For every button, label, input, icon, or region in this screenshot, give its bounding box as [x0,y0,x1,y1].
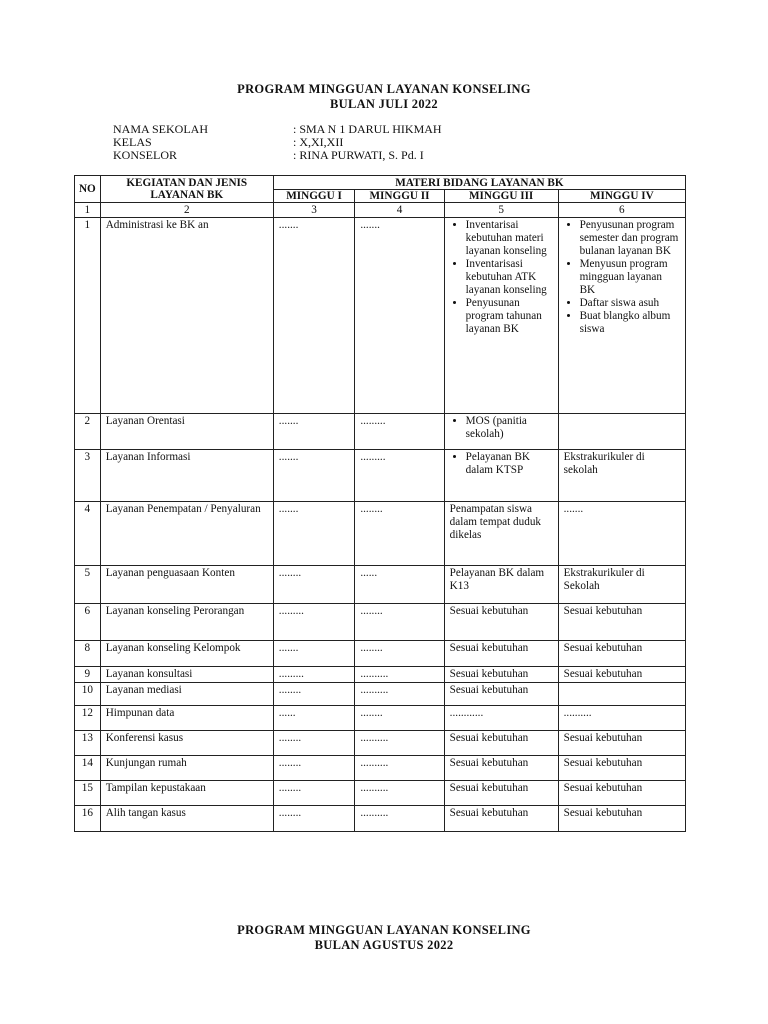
table-row [75,667,686,683]
row-week-1: ........ [273,806,355,832]
header-no: NO [75,176,101,203]
list-item: • Inventarisasi kebutuhan ATK layanan konseling [466,258,553,297]
row-week-2: ......... [355,450,444,502]
info-value: : SMA N 1 DARUL HIKMAH [293,122,442,136]
row-week-3: Sesuai kebutuhan [444,806,558,832]
row-week-1: ....... [273,450,355,502]
list-item: • Penyusunan program semester dan program bulanan layanan BK [580,219,680,258]
column-number: 4 [355,203,444,218]
table-row [75,756,686,781]
row-week-1: ....... [273,502,355,566]
row-week-2: .......... [355,781,444,806]
row-week-2: .......... [355,683,444,706]
info-value: : X,XI,XII [293,135,344,149]
row-number: 3 [75,450,101,502]
row-week-1: ....... [273,414,355,450]
info-label: KELAS [113,135,152,149]
row-week-1: ........ [273,756,355,781]
row-week-2: ........ [355,604,444,641]
row-week-4: .......... [558,706,685,731]
row-week-1: ......... [273,604,355,641]
row-week-3: Penampatan siswa dalam tempat duduk dikelas [444,502,558,566]
row-week-3: Sesuai kebutuhan [444,781,558,806]
row-week-1: ......... [273,667,355,683]
column-number: 6 [558,203,685,218]
bullet-list [564,219,680,336]
row-week-4: Ekstrakurikuler di sekolah [558,450,685,502]
title-line-2: BULAN JULI 2022 [330,97,438,111]
row-week-4: Sesuai kebutuhan [558,781,685,806]
row-week-3: Sesuai kebutuhan [444,667,558,683]
row-week-4: Sesuai kebutuhan [558,641,685,667]
row-activity: Layanan konseling Perorangan [100,604,273,641]
row-number: 12 [75,706,101,731]
table-row [75,502,686,566]
row-week-2: ........ [355,641,444,667]
row-week-4: Sesuai kebutuhan [558,667,685,683]
row-week-3: Sesuai kebutuhan [444,641,558,667]
table-row [75,806,686,832]
row-number: 6 [75,604,101,641]
column-number: 1 [75,203,101,218]
row-week-3 [444,414,558,450]
title-line-1: PROGRAM MINGGUAN LAYANAN KONSELING [237,82,531,96]
row-activity: Layanan penguasaan Konten [100,566,273,604]
info-label: KONSELOR [113,148,178,162]
table-row [75,683,686,706]
column-number: 3 [273,203,355,218]
row-week-4: Sesuai kebutuhan [558,756,685,781]
list-item: • Inventarisai kebutuhan materi layanan konseling [466,219,553,258]
row-week-2: .......... [355,667,444,683]
info-label: NAMA SEKOLAH [113,122,209,136]
row-activity: Administrasi ke BK an [100,218,273,414]
info-row-school [113,123,442,136]
row-week-4: Sesuai kebutuhan [558,806,685,832]
row-week-2: .......... [355,806,444,832]
header-week-3: MINGGU III [444,190,558,203]
table-row [75,450,686,502]
row-week-1: ........ [273,566,355,604]
list-item: • Pelayanan BK dalam KTSP [466,451,553,477]
table-row [75,781,686,806]
table-row [75,414,686,450]
row-week-1: ........ [273,781,355,806]
row-week-2: ........ [355,502,444,566]
row-week-4: Sesuai kebutuhan [558,731,685,756]
table-row [75,706,686,731]
row-activity: Kunjungan rumah [100,756,273,781]
header-week-2: MINGGU II [355,190,444,203]
list-item: • Penyusunan program tahunan layanan BK [466,297,553,336]
row-activity: Alih tangan kasus [100,806,273,832]
row-number: 4 [75,502,101,566]
row-activity: Layanan Penempatan / Penyaluran [100,502,273,566]
row-week-4 [558,414,685,450]
row-activity: Layanan mediasi [100,683,273,706]
row-week-3: Sesuai kebutuhan [444,683,558,706]
row-week-3 [444,218,558,414]
list-item: • Menyusun program mingguan layanan BK [580,258,680,297]
school-info [113,123,442,162]
row-number: 15 [75,781,101,806]
table-row [75,604,686,641]
row-number: 1 [75,218,101,414]
row-week-1: ........ [273,731,355,756]
table-row [75,566,686,604]
row-activity: Konferensi kasus [100,731,273,756]
row-number: 16 [75,806,101,832]
row-week-2: .......... [355,756,444,781]
row-week-4: Ekstrakurikuler di Sekolah [558,566,685,604]
row-week-3: Sesuai kebutuhan [444,756,558,781]
row-week-2: ........ [355,706,444,731]
row-week-4 [558,218,685,414]
column-number: 5 [444,203,558,218]
row-week-3: Pelayanan BK dalam K13 [444,566,558,604]
page-title-juli [0,82,768,112]
row-week-4 [558,683,685,706]
row-week-2: ...... [355,566,444,604]
program-table [74,175,686,832]
table-row [75,218,686,414]
list-item: • Daftar siswa asuh [580,297,680,310]
list-item: • Buat blangko album siswa [580,310,680,336]
row-week-2: ......... [355,414,444,450]
row-week-1: ........ [273,683,355,706]
row-week-3: Sesuai kebutuhan [444,604,558,641]
row-week-1: ...... [273,706,355,731]
page-title-agustus [0,923,768,953]
row-activity: Himpunan data [100,706,273,731]
row-activity: Layanan konseling Kelompok [100,641,273,667]
header-activity: KEGIATAN DAN JENIS LAYANAN BK [100,176,273,203]
row-week-3 [444,450,558,502]
header-week-4: MINGGU IV [558,190,685,203]
row-week-1: ....... [273,218,355,414]
row-activity: Layanan Orentasi [100,414,273,450]
row-number: 14 [75,756,101,781]
column-number: 2 [100,203,273,218]
table-row [75,641,686,667]
row-number: 8 [75,641,101,667]
row-number: 5 [75,566,101,604]
row-number: 9 [75,667,101,683]
column-number-row [75,203,686,218]
row-activity: Layanan Informasi [100,450,273,502]
header-week-1: MINGGU I [273,190,355,203]
info-row-counselor [113,149,442,162]
row-week-3: Sesuai kebutuhan [444,731,558,756]
title-line-1: PROGRAM MINGGUAN LAYANAN KONSELING [237,923,531,937]
row-number: 13 [75,731,101,756]
row-week-1: ....... [273,641,355,667]
bullet-list [450,415,553,441]
row-activity: Tampilan kepustakaan [100,781,273,806]
title-line-2: BULAN AGUSTUS 2022 [314,938,454,952]
row-number: 2 [75,414,101,450]
row-week-2: ....... [355,218,444,414]
row-activity: Layanan konsultasi [100,667,273,683]
row-week-4: ....... [558,502,685,566]
header-materi: MATERI BIDANG LAYANAN BK [273,176,685,190]
row-number: 10 [75,683,101,706]
bullet-list [450,451,553,477]
info-value: : RINA PURWATI, S. Pd. I [293,148,424,162]
table-row [75,731,686,756]
row-week-3: ............ [444,706,558,731]
list-item: • MOS (panitia sekolah) [466,415,553,441]
row-week-2: .......... [355,731,444,756]
row-week-4: Sesuai kebutuhan [558,604,685,641]
bullet-list [450,219,553,336]
